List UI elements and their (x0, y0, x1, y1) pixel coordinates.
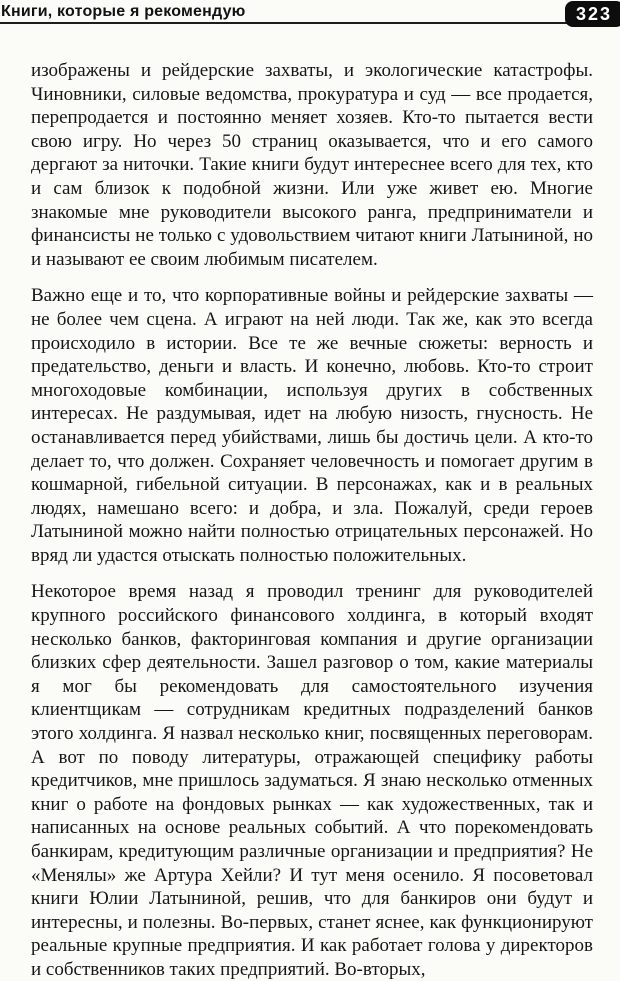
page-body (0, 59, 620, 981)
page-header (0, 0, 620, 30)
header-rule (0, 22, 620, 24)
paragraph-3: Некоторое время назад я проводил тренинг для руководителей крупного российского финансового холдинга, в который входят несколько банков, факторинговая компания и другие организации близких сфер деятельности. Зашел разговор о том, какие материалы я мог бы рекомендовать для самостоятельного изучения клиентщикам — сотрудникам кредитных подразделений банков этого холдинга. Я назвал несколько книг, посвященных переговорам. А вот по поводу литературы, отражающей специфику работы кредитчиков, мне пришлось задуматься. Я знаю несколько отменных книг о работе на фондовых рынках — как художественных, так и написанных на основе реальных событий. А что порекомендовать банкирам, кредитующим различные организации и предприятия? Не «Менялы» же Артура Хейли? И тут меня осенило. Я посоветовал книги Юлии Латыниной, решив, что для банкиров они будут и интересны, и полезны. Во-первых, станет яснее, как функционируют реальные крупные предприятия. И как работает голова у директоров и собственников таких предприятий. Во-вторых, (31, 581, 593, 980)
page-number-badge: 323 (565, 1, 620, 27)
paragraph-2: Важно еще и то, что корпоративные войны и рейдерские захваты — не более чем сцена. А играют на ней люди. Так же, как это всегда происходило в истории. Все те же вечные сюжеты: верность и предательство, деньги и власть. И конечно, любовь. Кто-то строит многоходовые комбинации, используя других в собственных интересах. Не раздумывая, идет на любую низость, гнусность. Не останавливается перед убийствами, лишь бы достичь цели. А кто-то делает то, что должен. Сохраняет человечность и помогает другим в кошмарной, гибельной ситуации. В персонажах, как и в реальных людях, намешано всего: и добра, и зла. Пожалуй, среди героев Латыниной можно найти полностью отрицательных персонажей. Но вряд ли удастся отыскать полностью положительных. (31, 285, 593, 566)
running-head: Книги, которые я рекомендую (1, 3, 246, 20)
paragraph-1: изображены и рейдерские захваты, и экологические катастрофы. Чиновники, силовые ведомства, прокуратура и суд — все продается, перепродается и постоянно меняет хозяев. Кто-то пытается вести свою игру. Но через 50 страниц оказывается, что и его самого дергают за ниточки. Такие книги будут интереснее всего для тех, кто и сам близок к подобной жизни. Или уже живет ею. Многие знакомые мне руководители высокого ранга, предприниматели и финансисты не только с удовольствием читают книги Латыниной, но и называют ее своим любимым писателем. (31, 60, 593, 270)
